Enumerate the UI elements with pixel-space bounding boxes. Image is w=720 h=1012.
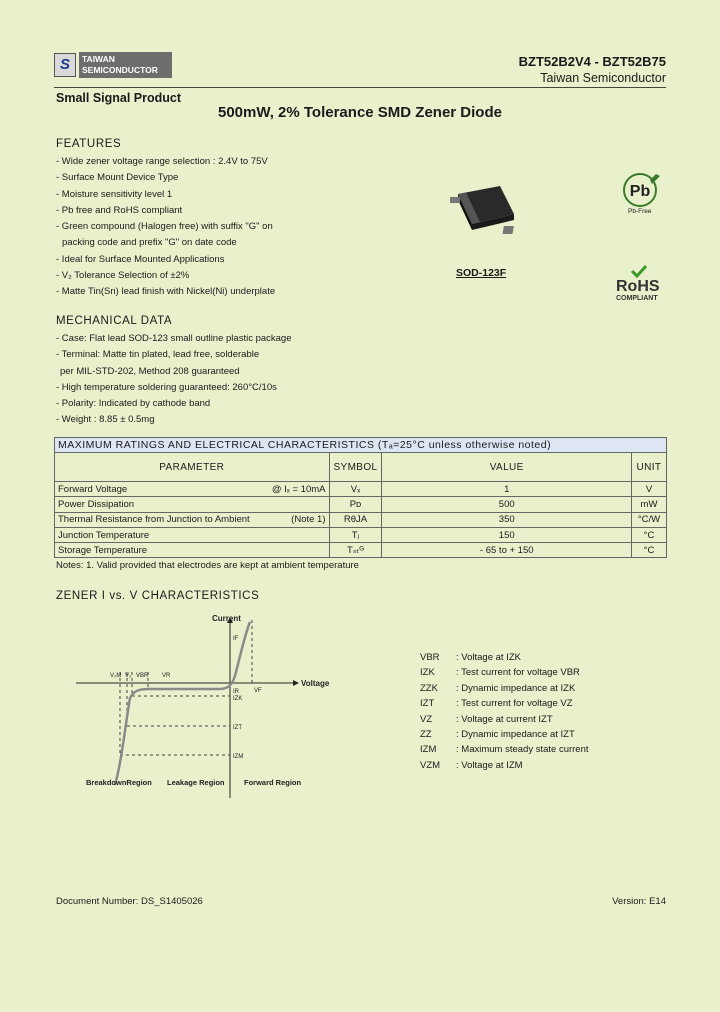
list-item: - Terminal: Matte tin plated, lead free, solderable: [56, 349, 260, 361]
svg-text:Current: Current: [212, 614, 241, 623]
list-item: - Weight : 8.85 ± 0.5mg: [56, 414, 155, 426]
header-parameter: PARAMETER: [55, 453, 330, 482]
svg-text:Leakage Region: Leakage Region: [167, 778, 225, 787]
legend-row: VZM : Voltage at IZM: [420, 759, 523, 771]
list-item: - Polarity: Indicated by cathode band: [56, 398, 211, 410]
svg-text:V₂M: V₂M: [110, 673, 122, 679]
list-item: - Wide zener voltage range selection : 2.4V to 75V: [56, 156, 268, 167]
svg-text:BreakdownRegion: BreakdownRegion: [86, 778, 152, 787]
svg-text:Voltage: Voltage: [301, 679, 330, 688]
list-item: - Ideal for Surface Mounted Applications: [56, 253, 225, 265]
table-row: Junction Temperature Tⱼ 150 °C: [55, 527, 667, 542]
list-item: - Surface Mount Device Type: [56, 172, 179, 184]
svg-text:VBR: VBR: [136, 673, 149, 679]
document-version: Version: E14: [612, 896, 666, 907]
table-notes: Notes: 1. Valid provided that electrodes are kept at ambient temperature: [56, 560, 359, 571]
ratings-table: [54, 437, 667, 558]
rohs-logo-text: RoHS: [616, 278, 660, 295]
svg-text:IZT: IZT: [233, 725, 242, 731]
svg-text:IF: IF: [233, 636, 239, 642]
svg-text:Pb: Pb: [629, 183, 651, 200]
rohs-compliant-text: COMPLIANT: [616, 295, 658, 302]
svg-text:IZK: IZK: [233, 696, 243, 702]
table-row: Forward Voltage @ Iₓ = 10mA Vₓ 1 V: [55, 482, 667, 497]
logo-mark: S: [54, 53, 76, 77]
mechanical-heading: MECHANICAL DATA: [56, 315, 173, 327]
legend-row: VZ : Voltage at current IZT: [420, 713, 553, 725]
svg-text:Forward Region: Forward Region: [244, 778, 302, 787]
list-item: - Green compound (Halogen free) with suffix "G" on: [56, 221, 273, 233]
features-list: [56, 154, 275, 301]
svg-text:IZM: IZM: [233, 754, 244, 760]
package-label: SOD-123F: [456, 267, 507, 279]
document-number: Document Number: DS_S1405026: [56, 896, 203, 907]
list-item: per MIL-STD-202, Method 208 guaranteed: [60, 365, 240, 377]
legend-row: ZZ : Dynamic impedance at IZT: [420, 729, 575, 741]
zener-iv-diagram: [70, 610, 340, 802]
table-row: Storage Temperature Tₛₜᴳ - 65 to + 150 °C: [55, 543, 667, 558]
svg-text:IR: IR: [233, 689, 239, 695]
list-item: - Pb free and RoHS compliant: [56, 204, 183, 216]
header-divider: [54, 87, 666, 88]
pb-free-caption: Pb-Free: [628, 208, 652, 215]
list-item: - High temperature soldering guaranteed: 260°C/10s: [56, 381, 277, 393]
table-row: Power Dissipation Pᴅ 500 mW: [55, 497, 667, 512]
header-value: VALUE: [382, 453, 631, 482]
legend-row: IZT : Test current for voltage VZ: [420, 698, 573, 710]
list-item: - Case: Flat lead SOD-123 small outline plastic package: [56, 333, 292, 344]
logo-text: TAIWAN SEMICONDUCTOR: [79, 52, 172, 78]
list-item: - Moisture sensitivity level 1: [56, 188, 173, 200]
sod-123f-package-image: [444, 180, 528, 242]
list-item: - V₂ Tolerance Selection of ±2%: [56, 270, 190, 282]
document-title: 500mW, 2% Tolerance SMD Zener Diode: [218, 104, 502, 121]
legend-row: VBR : Voltage at IZK: [420, 652, 521, 663]
legend-row: IZM : Maximum steady state current: [420, 744, 589, 756]
list-item: packing code and prefix "G" on date code: [62, 237, 237, 249]
part-range-title: BZT52B2V4 - BZT52B75: [518, 54, 666, 69]
svg-text:VF: VF: [254, 688, 262, 694]
legend-row: ZZK : Dynamic impedance at IZK: [420, 682, 576, 694]
list-item: - Matte Tin(Sn) lead finish with Nickel(Ni) underplate: [56, 286, 276, 298]
header-symbol: SYMBOL: [329, 453, 382, 482]
features-heading: FEATURES: [56, 138, 122, 150]
table-row: Thermal Resistance from Junction to Ambient (Note 1) RθJA 350 °C/W: [55, 512, 667, 527]
svg-text:VR: VR: [162, 673, 171, 679]
product-category: Small Signal Product: [56, 91, 182, 105]
header-unit: UNIT: [631, 453, 666, 482]
svg-text:V₂: V₂: [125, 673, 132, 679]
table-title-row: [55, 438, 667, 453]
mechanical-list: [56, 331, 292, 429]
zener-legend: [420, 650, 589, 773]
company-name: Taiwan Semiconductor: [540, 71, 666, 85]
table-title: MAXIMUM RATINGS AND ELECTRICAL CHARACTERISTICS (Tₐ=25°C unless otherwise noted): [55, 438, 667, 453]
zener-heading: ZENER I vs. V CHARACTERISTICS: [56, 590, 260, 602]
table-header-row: [55, 453, 667, 482]
company-logo: [54, 52, 172, 78]
legend-row: IZK : Test current for voltage VBR: [420, 667, 580, 679]
rohs-check-icon: [630, 264, 648, 278]
